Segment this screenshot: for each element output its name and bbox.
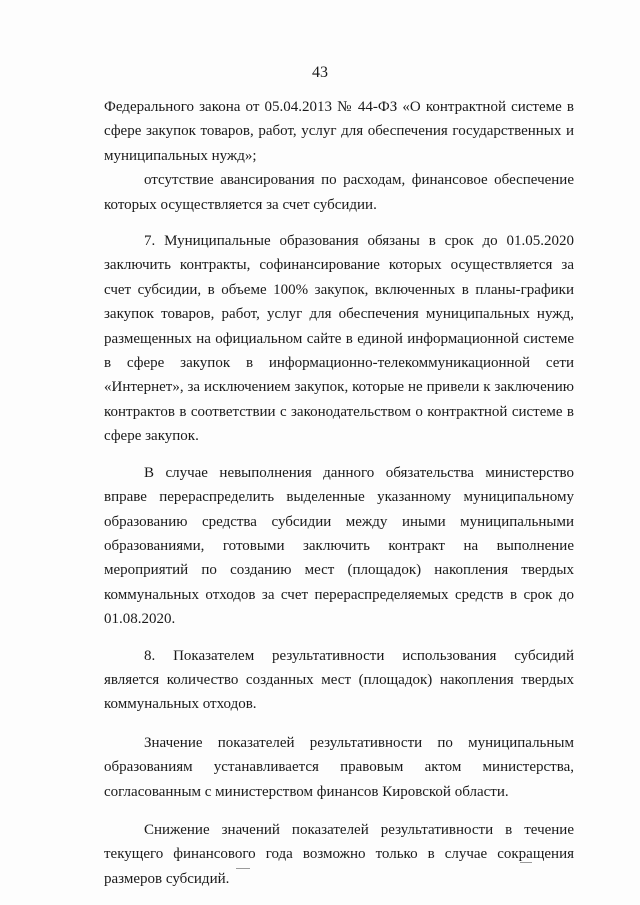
- scan-artifact: [236, 868, 250, 869]
- paragraph-indicator-reduction: Снижение значений показателей результативности в течение текущего финансового года возможно только в случае сокращения размеров субсидий.: [104, 821, 574, 887]
- paragraph-no-advance: отсутствие авансирования по расходам, финансовое обеспечение которых осуществляется за счет субсидии.: [104, 172, 574, 213]
- scan-artifact: [520, 862, 532, 863]
- paragraph-item-7: 7. Муниципальные образования обязаны в срок до 01.05.2020 заключить контракты, софинансирование которых осуществляется за счет субсидии, в объеме 100% закупок, включенных в планы-графики закупок товаров, работ, услуг для обеспечения муниципальных нужд, размещенных на официальном сайте в единой информационной системе в сфере закупок в информационно-телекоммуникационной сети «Интернет», за исключением закупок, которые не привели к заключению контрактов в соответствии с законодательством о контрактной системе в сфере закупок.: [104, 233, 574, 445]
- paragraph-item-8: 8. Показателем результативности использования субсидий является количество созданных мест (площадок) накопления твердых коммунальных отходов.: [104, 647, 574, 713]
- paragraph-redistribution: В случае невыполнения данного обязательства министерство вправе перераспределить выделенные указанному муниципальному образованию средства субсидии между иными муниципальными образованиями, готовыми заключить контракт на выполнение мероприятий по созданию мест (площадок) накопления твердых коммунальных отходов за счет перераспределяемых средств в срок до 01.08.2020.: [104, 464, 574, 628]
- page-number: 43: [312, 64, 328, 81]
- paragraph-indicator-values: Значение показателей результативности по муниципальным образованиям устанавливается правовым актом министерства, согласованным с министерством финансов Кировской области.: [104, 734, 574, 800]
- document-body: [104, 95, 574, 891]
- paragraph-law-reference: Федерального закона от 05.04.2013 № 44-ФЗ «О контрактной системе в сфере закупок товаров, работ, услуг для обеспечения государственных и муниципальных нужд»;: [104, 99, 574, 164]
